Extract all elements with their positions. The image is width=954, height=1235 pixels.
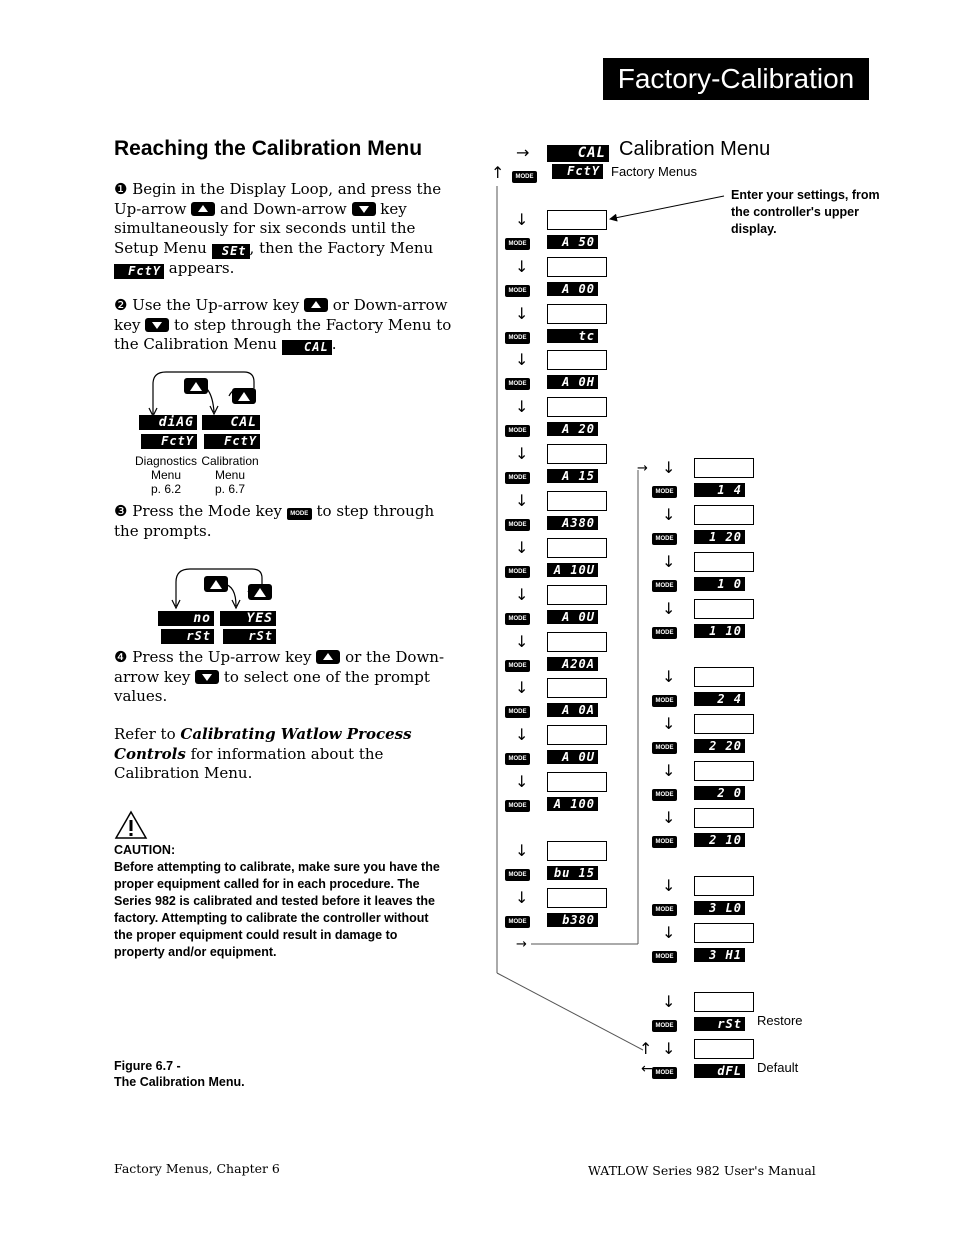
down-arrow-icon: ↓	[662, 923, 676, 942]
column-2-prompt-5: 2 20	[694, 739, 745, 753]
page-header-title: Factory-Calibration	[603, 58, 869, 100]
mode-key-icon: MODE	[652, 1020, 677, 1032]
column-1-prompt-10: A 0A	[547, 703, 598, 717]
no-lcd-bottom: rSt	[161, 629, 214, 644]
upper-display-box	[547, 841, 607, 861]
footer-right: WATLOW Series 982 User's Manual	[588, 1163, 816, 1178]
upper-display-box	[694, 599, 754, 619]
column-2-prompt-1: 1 20	[694, 530, 745, 544]
column-2-prompt-8: 3 L0	[694, 901, 745, 915]
caption-line: p. 6.2	[150, 482, 182, 496]
down-arrow-icon: ↓	[515, 304, 529, 323]
right-arrow-icon: →	[516, 143, 530, 162]
column-1-prompt-3: A 0H	[547, 375, 598, 389]
upper-display-box	[547, 304, 607, 324]
upper-display-box	[547, 678, 607, 698]
caption-line: Diagnostics	[134, 454, 198, 468]
mode-key-icon: MODE	[652, 627, 677, 639]
right-arrow-icon: →	[516, 937, 527, 952]
down-arrow-icon: ↓	[515, 397, 529, 416]
upper-display-box	[694, 876, 754, 896]
step-1-text: , then the Factory Menu	[249, 238, 434, 257]
column-1-prompt-7: A 10U	[547, 563, 598, 577]
mode-key-icon: MODE	[652, 486, 677, 498]
mode-key-icon: MODE	[652, 742, 677, 754]
yes-lcd-top: YES	[220, 611, 276, 626]
column-1-prompt-9: A20A	[547, 657, 598, 671]
column-1-prompt-1: A 00	[547, 282, 598, 296]
down-arrow-icon: ↓	[662, 761, 676, 780]
column-2-prompt-11: dFL	[694, 1064, 745, 1078]
calibration-menu-title: Calibration Menu	[619, 138, 771, 160]
down-arrow-icon: ↓	[515, 678, 529, 697]
down-arrow-icon: ↓	[515, 350, 529, 369]
column-2-prompt-7: 2 10	[694, 833, 745, 847]
yes-lcd-bottom: rSt	[223, 629, 276, 644]
mode-key-icon: MODE	[652, 580, 677, 592]
column-2-prompt-0: 1 4	[694, 483, 745, 497]
column-2-prompt-6: 2 0	[694, 786, 745, 800]
upper-display-box	[547, 725, 607, 745]
upper-display-box	[547, 491, 607, 511]
step-1-text: key simultaneously for six seconds until the Setup Menu	[114, 199, 416, 257]
figure-caption-line: Figure 6.7 -	[114, 1059, 181, 1073]
down-arrow-icon: ↓	[662, 599, 676, 618]
step-2-text: Use the Up-arrow key	[127, 296, 304, 314]
step-3-text: Press the Mode key	[127, 502, 287, 520]
down-arrow-icon: ↓	[515, 444, 529, 463]
down-arrow-icon: ↓	[515, 585, 529, 604]
upper-display-box	[547, 538, 607, 558]
mode-key-icon: MODE	[505, 332, 530, 344]
mode-key-icon: MODE	[652, 789, 677, 801]
mode-key-icon: MODE	[652, 904, 677, 916]
down-arrow-icon: ↓	[515, 888, 529, 907]
factory-menus-label: Factory Menus	[611, 164, 697, 179]
mode-key-icon: MODE	[505, 472, 530, 484]
section-title: Reaching the Calibration Menu	[114, 137, 423, 160]
down-arrow-icon: ↓	[662, 714, 676, 733]
column-1-prompt-14: b380	[547, 913, 598, 927]
calibration-lcd-bottom: FctY	[204, 434, 260, 449]
mode-key-icon: MODE	[652, 951, 677, 963]
down-arrow-icon: ↓	[662, 505, 676, 524]
mode-key-icon: MODE	[505, 425, 530, 437]
upper-display-box	[694, 808, 754, 828]
right-arrow-icon: →	[637, 461, 648, 476]
upper-display-box	[547, 210, 607, 230]
upper-display-box	[547, 888, 607, 908]
refer-title: Calibrating Watlow Process Controls	[114, 725, 412, 763]
step-2-text: .	[331, 335, 337, 353]
mode-key-icon: MODE	[652, 1067, 677, 1079]
enter-settings-note: Enter your settings, from the controller's upper display.	[731, 188, 880, 236]
down-arrow-icon: ↓	[515, 538, 529, 557]
step-1-bullet: ❶	[114, 180, 128, 198]
upper-display-box	[694, 714, 754, 734]
down-arrow-icon: ↓	[515, 210, 529, 229]
column-1-prompt-6: A380	[547, 516, 598, 530]
upper-display-box	[547, 257, 607, 277]
down-arrow-icon: ↓	[662, 876, 676, 895]
mode-key-icon: MODE	[505, 378, 530, 390]
default-label: Default	[757, 1060, 799, 1075]
footer-left: Factory Menus, Chapter 6	[114, 1161, 280, 1176]
mode-key-icon: MODE	[505, 613, 530, 625]
caption-line: Calibration	[201, 454, 259, 468]
down-arrow-icon: ↓	[662, 458, 676, 477]
left-arrow-icon: ←	[641, 1061, 653, 1077]
upper-display-box	[694, 1039, 754, 1059]
upper-display-box	[547, 585, 607, 605]
calibration-lcd-top: CAL	[202, 415, 260, 430]
mode-key-icon: MODE	[652, 836, 677, 848]
upper-display-box	[694, 667, 754, 687]
down-arrow-icon: ↓	[515, 725, 529, 744]
step-3-bullet: ❸	[114, 502, 128, 520]
up-arrow-icon: ↑	[639, 1039, 653, 1058]
column-2-prompt-3: 1 10	[694, 624, 745, 638]
calibration-menu-lcd: CAL	[282, 340, 332, 355]
down-arrow-icon: ↓	[515, 841, 529, 860]
column-1-prompt-11: A 0U	[547, 750, 598, 764]
diagnostics-lcd-top: diAG	[139, 415, 197, 430]
mode-key-icon: MODE	[505, 519, 530, 531]
mode-key-icon: MODE	[652, 695, 677, 707]
upper-display-box	[547, 350, 607, 370]
calibration-menu-lcd: CAL	[547, 145, 609, 162]
column-2-prompt-10: rSt	[694, 1017, 745, 1031]
column-1-prompt-5: A 15	[547, 469, 598, 483]
step-1-text: Begin in the Display Loop, and press the Up-arrow	[114, 180, 442, 218]
column-1-prompt-12: A 100	[547, 797, 598, 811]
step-3-text: to step through the prompts.	[114, 502, 435, 540]
caption-line: Menu	[214, 468, 246, 482]
mode-key-icon: MODE	[287, 508, 312, 520]
mode-key-icon: MODE	[505, 285, 530, 297]
step-2-text: or Down-arrow key	[114, 296, 448, 334]
down-arrow-icon: ↓	[515, 632, 529, 651]
step-2-text: to step through the Factory Menu to the Calibration Menu	[114, 315, 452, 353]
mode-key-icon: MODE	[505, 800, 530, 812]
factory-menu-lcd: FctY	[114, 264, 164, 279]
factory-menus-lcd: FctY	[552, 164, 603, 179]
no-lcd-top: no	[158, 611, 214, 626]
column-1-prompt-8: A 0U	[547, 610, 598, 624]
down-arrow-icon: ↓	[662, 808, 676, 827]
mode-key-icon: MODE	[512, 171, 537, 183]
step-2-bullet: ❷	[114, 296, 128, 314]
mode-key-icon: MODE	[652, 533, 677, 545]
step-4-text: or the Down-arrow key	[114, 648, 445, 686]
mode-key-icon: MODE	[505, 869, 530, 881]
step-1-text: and Down-arrow	[215, 199, 352, 218]
step-4-text: Press the Up-arrow key	[127, 648, 317, 666]
upper-display-box	[547, 397, 607, 417]
upper-display-box	[694, 552, 754, 572]
caption-line: Menu	[150, 468, 182, 482]
figure-caption-line: The Calibration Menu.	[114, 1075, 245, 1089]
upper-display-box	[547, 632, 607, 652]
step-4-bullet: ❹	[114, 648, 128, 666]
upper-display-box	[694, 458, 754, 478]
upper-display-box	[694, 761, 754, 781]
down-arrow-icon: ↓	[662, 992, 676, 1011]
down-arrow-icon: ↓	[515, 257, 529, 276]
mode-key-icon: MODE	[505, 916, 530, 928]
caution-text: Before attempting to calibrate, make sure you have the proper equipment called for in each procedure. The Series 982 is calibrated and tested before it leaves the factory. Attempting to calibrate the controller without the proper equipment could result in damage to property and/or equipment.	[114, 860, 440, 959]
upper-display-box	[547, 444, 607, 464]
mode-key-icon: MODE	[505, 566, 530, 578]
upper-display-box	[694, 992, 754, 1012]
upper-display-box	[547, 772, 607, 792]
up-arrow-icon: ↑	[491, 163, 505, 182]
down-arrow-icon: ↓	[515, 491, 529, 510]
mode-key-icon: MODE	[505, 238, 530, 250]
column-2-prompt-4: 2 4	[694, 692, 745, 706]
upper-display-box	[694, 505, 754, 525]
setup-menu-lcd: SEt	[212, 244, 250, 259]
column-1-prompt-0: A 50	[547, 235, 598, 249]
caution-title: CAUTION:	[114, 843, 176, 857]
caption-line: p. 6.7	[214, 482, 246, 496]
step-1-text: appears.	[164, 258, 235, 277]
down-arrow-icon: ↓	[662, 1039, 676, 1058]
mode-key-icon: MODE	[505, 706, 530, 718]
column-2-prompt-2: 1 0	[694, 577, 745, 591]
column-2-prompt-9: 3 H1	[694, 948, 745, 962]
step-4-text: to select one of the prompt values.	[114, 667, 430, 705]
down-arrow-icon: ↓	[662, 667, 676, 686]
refer-text: for information about the Calibration Menu.	[114, 744, 384, 782]
mode-key-icon: MODE	[505, 753, 530, 765]
down-arrow-icon: ↓	[515, 772, 529, 791]
column-1-prompt-2: tc	[547, 329, 598, 343]
upper-display-box	[694, 923, 754, 943]
refer-text: Refer to	[114, 725, 181, 743]
column-1-prompt-4: A 20	[547, 422, 598, 436]
restore-label: Restore	[757, 1013, 803, 1028]
mode-key-icon: MODE	[505, 660, 530, 672]
down-arrow-icon: ↓	[662, 552, 676, 571]
diagnostics-lcd-bottom: FctY	[141, 434, 197, 449]
column-1-prompt-13: bu 15	[547, 866, 598, 880]
